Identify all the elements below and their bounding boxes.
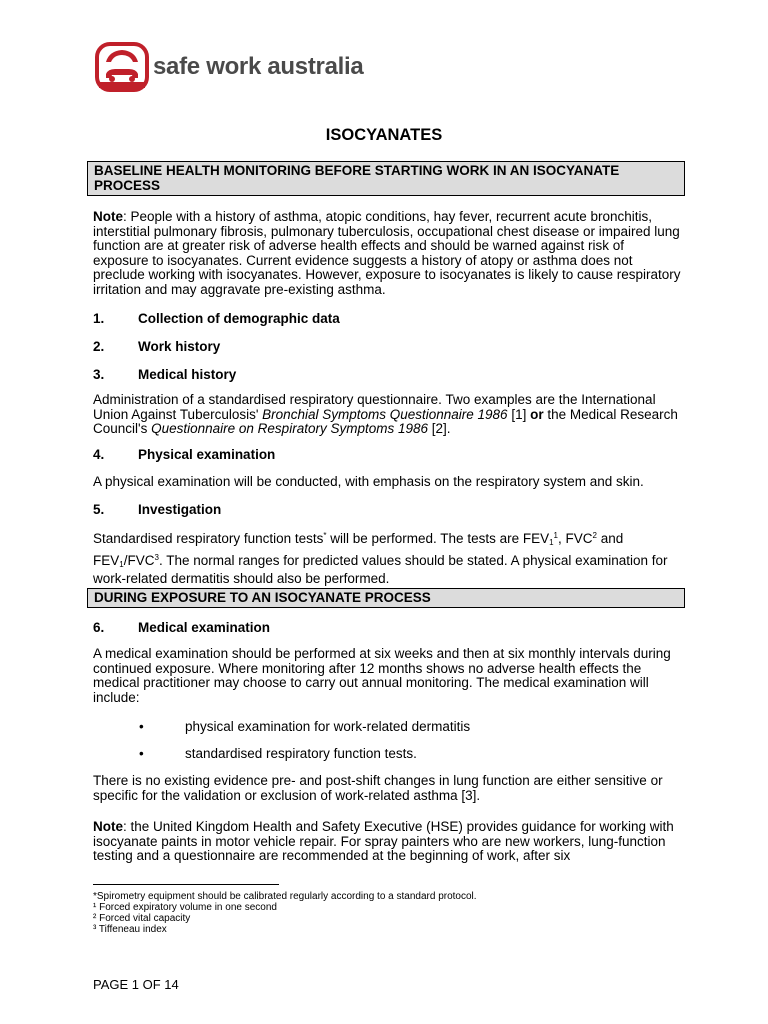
item-heading-work-history xyxy=(93,339,220,354)
item-label: Investigation xyxy=(138,502,222,517)
hse-note-paragraph xyxy=(93,820,683,864)
page-number: PAGE 1 OF 14 xyxy=(93,977,179,992)
inv-text-3: , FVC xyxy=(558,531,593,546)
section-heading-during-exposure: DURING EXPOSURE TO AN ISOCYANATE PROCESS xyxy=(87,588,685,608)
footnote-ref-3: 3 xyxy=(154,552,159,562)
item-number: 2. xyxy=(93,339,105,354)
bullet-text: standardised respiratory function tests. xyxy=(185,746,417,761)
item-heading-physical-examination xyxy=(93,447,275,462)
inv-text-5: /FVC xyxy=(123,552,155,568)
footnote: ² Forced vital capacity xyxy=(93,913,191,924)
logo-emblem-icon xyxy=(95,42,149,92)
footnote: *Spirometry equipment should be calibrated regularly according to a standard protocol. xyxy=(93,891,477,902)
bullet-icon: • xyxy=(139,719,144,734)
mh-questionnaire-2: Questionnaire on Respiratory Symptoms 1986 xyxy=(151,421,428,437)
mh-text-3: the Medical Research Council's xyxy=(93,406,678,437)
item-heading-medical-examination xyxy=(93,620,270,635)
note-paragraph xyxy=(93,210,683,298)
item-heading-investigation xyxy=(93,502,221,517)
item-label: Collection of demographic data xyxy=(138,311,340,326)
inv-text-6: . The normal ranges for predicted values should be stated. A physical examination for work-related dermatitis should also be performed. xyxy=(93,552,668,587)
inv-text-1: Standardised respiratory function tests xyxy=(93,531,324,546)
item-heading-medical-history xyxy=(93,367,236,382)
item-number: 5. xyxy=(93,502,105,517)
section-heading-baseline: BASELINE HEALTH MONITORING BEFORE STARTING WORK IN AN ISOCYANATE PROCESS xyxy=(87,161,685,196)
mh-or: or xyxy=(530,406,544,422)
evidence-paragraph: There is no existing evidence pre- and post-shift changes in lung function are either sensitive or specific for the validation or exclusion of work-related asthma [3]. xyxy=(93,773,663,803)
mh-text-2: [1] xyxy=(507,406,531,422)
footnote-ref-star: * xyxy=(323,531,327,540)
mh-questionnaire-1: Bronchial Symptoms Questionnaire 1986 xyxy=(262,406,508,422)
page-title: ISOCYANATES xyxy=(325,126,443,144)
medical-history-paragraph xyxy=(93,393,683,437)
item-label: Medical examination xyxy=(138,620,271,635)
inv-sub-2: 1 xyxy=(119,559,124,569)
inv-text-4: and FEV xyxy=(93,531,624,568)
footnote: ³ Tiffeneau index xyxy=(93,924,167,935)
footnote: ¹ Forced expiratory volume in one second xyxy=(93,902,277,913)
item-number: 4. xyxy=(93,447,105,462)
footnotes xyxy=(93,891,477,935)
footnote-ref-1: 1 xyxy=(553,531,558,540)
medical-examination-paragraph: A medical examination should be performed at six weeks and then at six monthly intervals during continued exposure. Where monitoring after 12 months shows no adverse health effects the medical practitioner may choose to carry out annual monitoring. The medical examination will include: xyxy=(93,646,671,705)
item-number: 1. xyxy=(93,311,105,326)
footnote-divider xyxy=(93,884,279,885)
investigation-paragraph xyxy=(93,529,683,587)
logo-text: safe work australia xyxy=(153,53,364,80)
item-label: Medical history xyxy=(138,367,237,382)
inv-sub-1: 1 xyxy=(549,538,554,547)
list-item xyxy=(139,746,417,761)
bullet-icon: • xyxy=(139,746,144,761)
item-number: 3. xyxy=(93,367,105,382)
note-text: : People with a history of asthma, atopic conditions, hay fever, recurrent acute bronchitis, interstitial pulmonary fibrosis, pulmonary tuberculosis, occupational chest disease or impaired lung function are at greater risk of adverse health effects and should be warned against risk of exposure to isocyanates. Current evidence suggests a history of atopy or asthma does not preclude working with isocyanates. However, exposure to isocyanates is likely to cause respiratory irritation and may aggravate pre-existing asthma. xyxy=(93,209,681,297)
item-heading-demographic xyxy=(93,311,340,326)
item-number: 6. xyxy=(93,620,105,635)
note-text: : the United Kingdom Health and Safety Executive (HSE) provides guidance for working with isocyanate paints in motor vehicle repair. For spray painters who are new workers, lung-function testing and a questionnaire are recommended at the beginning of work, after six xyxy=(93,819,674,864)
note-label: Note xyxy=(93,819,123,834)
note-label: Note xyxy=(93,209,123,224)
bullet-text: physical examination for work-related dermatitis xyxy=(185,719,471,734)
item-label: Physical examination xyxy=(138,447,276,462)
list-item xyxy=(139,719,470,734)
safe-work-australia-logo xyxy=(95,42,363,92)
inv-text-2: will be performed. The tests are FEV xyxy=(326,531,550,546)
mh-text-1: Administration of a standardised respiratory questionnaire. Two examples are the International Union Against Tuberculosis' xyxy=(93,392,656,422)
item-label: Work history xyxy=(138,339,221,354)
footnote-ref-2: 2 xyxy=(592,531,597,540)
mh-text-4: [2]. xyxy=(428,421,451,437)
physical-examination-paragraph: A physical examination will be conducted, with emphasis on the respiratory system and skin. xyxy=(93,474,644,489)
